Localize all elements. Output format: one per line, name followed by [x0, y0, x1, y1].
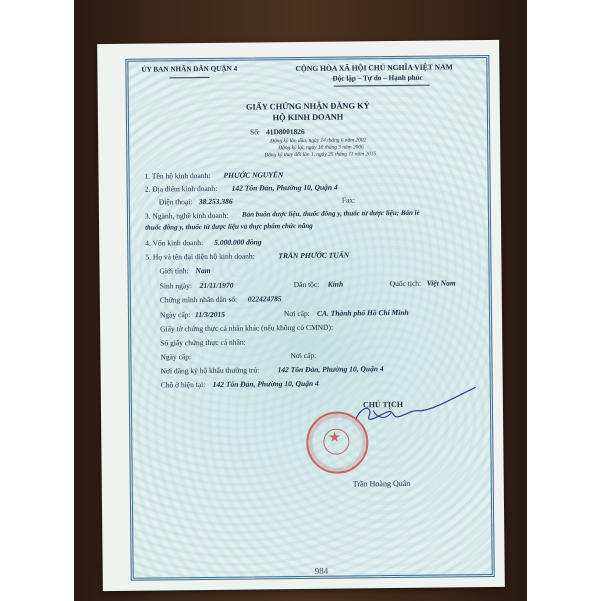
- representative-label: 5. Họ và tên đại diện hộ kinh doanh:: [145, 251, 255, 262]
- business-lines-value-1: Bán buôn dược liệu, thuốc đông y, thuốc từ dược liệu; Bán lẻ: [241, 208, 420, 219]
- current-residence-value: 142 Tôn Đản, Phường 10, Quận 4: [212, 378, 319, 389]
- id-number-value: 022424785: [247, 294, 282, 304]
- document-paper: [97, 40, 505, 591]
- title-line-2: HỘ KINH DOANH: [272, 112, 344, 123]
- business-name-value: PHƯỚC NGUYÊN: [223, 170, 284, 180]
- permanent-residence-label: Nơi đăng ký hộ khẩu thường trú:: [160, 365, 260, 376]
- issuer-name: ỦY BAN NHÂN DÂN QUẬN 4: [141, 64, 238, 74]
- pencil-note: 984: [314, 565, 329, 576]
- registration-first: Đăng ký lần đầu, ngày 14 tháng 6 năm 2002: [270, 137, 367, 145]
- business-lines-label: 3. Ngành, nghề kinh doanh:: [144, 210, 229, 221]
- seal-star-icon: ★: [328, 430, 341, 446]
- chairman-signature: [351, 385, 481, 431]
- nationality-label: Quốc tịch:: [389, 278, 422, 289]
- gender-value: Nam: [195, 265, 211, 276]
- issue-place-label: Nơi cấp:: [283, 308, 310, 319]
- certificate-number-label: Số:: [250, 127, 260, 137]
- other-document-label: Giấy tờ chứng thực cá nhân khác (nếu không có CMND):: [160, 322, 334, 334]
- issue-date-label: Ngày cấp:: [159, 310, 191, 320]
- nationality-value: Việt Nam: [426, 278, 456, 288]
- ethnicity-value: Kinh: [327, 279, 344, 289]
- other-document-number-label: Số giấy chứng thực cá nhân:: [160, 337, 246, 348]
- representative-value: TRẦN PHƯỚC TUẤN: [278, 250, 350, 261]
- other-issue-date-label: Ngày cấp:: [160, 352, 192, 362]
- fax-label: Fax:: [341, 195, 356, 205]
- id-number-label: Chứng minh nhân dân số:: [159, 294, 238, 305]
- registration-re: Đăng ký lại, ngày 10 tháng 3 năm 2006: [278, 144, 364, 152]
- phone-value: 38.253.386: [198, 196, 233, 207]
- gender-label: Giới tính:: [159, 266, 189, 276]
- dob-value: 21/11/1970: [199, 280, 234, 291]
- motto: Độc lập – Tự do – Hạnh phúc: [332, 73, 423, 83]
- issue-date-value: 11/3/2015: [194, 309, 226, 320]
- certificate-number: 41D8001826: [266, 126, 305, 137]
- country-heading: CỘNG HÒA XÃ HỘI CHỦ NGHĨA VIỆT NAM: [295, 62, 453, 74]
- business-location-value: 142 Tôn Đản, Phường 10, Quận 4: [231, 182, 338, 193]
- business-location-label: 2. Địa điểm kinh doanh:: [144, 183, 218, 194]
- dob-label: Sinh ngày:: [159, 281, 193, 291]
- chairman-title: CHỦ TỊCH: [362, 399, 404, 410]
- title-line-1: GIẤY CHỨNG NHẬN ĐĂNG KÝ: [245, 101, 370, 112]
- current-residence-label: Chỗ ở hiện tại:: [160, 380, 206, 390]
- signer-name: Trần Hoàng Quân: [352, 478, 411, 489]
- business-lines-value-2: thuốc đông y, thuốc từ dược liệu và thực phẩm chức năng: [145, 221, 313, 232]
- ethnicity-label: Dân tộc:: [293, 279, 320, 290]
- issue-place-value: CA. Thành phố Hồ Chí Minh: [316, 307, 409, 318]
- registration-change: Đăng ký thay đổi lần 1, ngày 25 tháng 11 năm 2015: [264, 151, 377, 159]
- capital-value: 5.000.000 đồng: [214, 237, 262, 247]
- permanent-residence-value: 142 Tôn Đản, Phường 10, Quận 4: [277, 364, 384, 375]
- phone-label: Điện thoại:: [158, 197, 193, 207]
- capital-label: 4. Vốn kinh doanh:: [145, 238, 204, 248]
- other-issue-place-label: Nơi cấp:: [290, 350, 317, 361]
- business-name-label: 1. Tên hộ kinh doanh:: [144, 170, 211, 181]
